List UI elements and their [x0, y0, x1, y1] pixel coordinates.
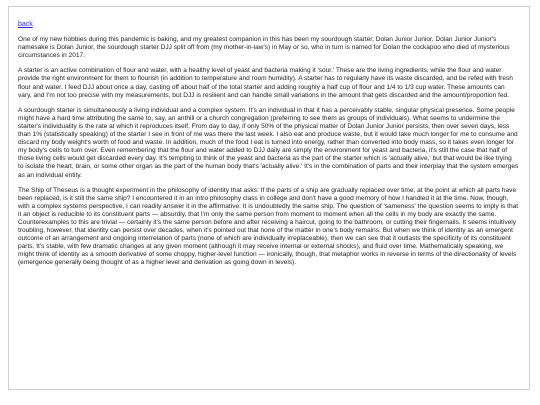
- paragraph-ship-of-theseus: The Ship of Theseus is a thought experiment in the philosophy of identity that asks: If the parts of a ship are gradually replaced over time, at the point at which all parts have been replaced, is it still the same ship? I encountered it in an intro philosophy class in college and don't have a good memory of how I handled it at the time. Now, though, with a complex systems perspective, I can readily answer it in the affirmative: It is undoubtedly the same ship. The question of 'sameness' the question seems to imply is that it an object is reducible to its constituent parts — absurdly, that I'm only the same person from moment to moment when all the cells in my body are exactly the same. Counterexamples to this are trivial — certainly it's the same person before and after receiving a haircut, going to the bathroom, or cutting their fingernails. It seems intuitively troubling, however, that identity can persist over decades, when it's pointed out that none of the matter in one's body remains. But when we think of identity as an emergent outcome of an arrangement and ongoing interrelation of parts (none of which are individually irreplaceable), then we can see that it outlasts the specificity of its constituent parts. It's stable, with few dramatic changes at any given moment (although it may receive internal or external shocks), and fluid over time. Mathematically speaking, we might think of identity as a smooth derivative of some choppy, higher-level function — ironically, though, that metaphor works in reverse in terms of the directionality of levels (emergence generally being thought of as a higher level and derivation as going down in levels).: [18, 186, 519, 267]
- paragraph-starter-definition: A starter is an active combination of flour and water, with a healthy level of yeast and bacteria making it 'sour.' These are the living ingredients, while the flour and water provide the right environment for them to flourish (in addition to temperature and room humidity). A starter has to regularly have its waste discarded, and be refed with fresh flour and water. I feed DJJ about once a day, casting off about half of the total starter and adding roughly a half cup of flour and 1/4 to 1/3 cup water. These amounts can vary, and I'm not too precise with my measurements, but DJJ is resilient and can handle small variations in the amount that gets discarded and the amount/proportion fed.: [18, 67, 513, 99]
- paragraph-intro: One of my new hobbies during this pandemic is baking, and my greatest companion in this has been my sourdough starter, Dolan Junior Junior. Dolan Junior Junior's namesake is Dolan Junior, the sourdough starter DJJ split off from (my mother-in-law's) in May or so, who in turn is named for Dolan the cockapoo who died of mysterious circumstances in 2017.: [18, 36, 510, 60]
- paragraph-living-system: A sourdough starter is simultaneously a living individual and a complex system. It's an individual in that it has a perceivably stable, singular physical presence. Some people might have a hard time attributing the same to, say, an anthill or a church congregation (preferring to see them as groups of individuals). What seems to undermine the starter's individuality is the rate at which it reproduces itself. From day to day, if only 50% of the physical matter of Dolan Junior Junior persists, then over seven days, less than 1% (statistically speaking) of the starter I see in front of me was there the last week. I also eat and produce waste, but it would take much longer for me to consume and discard my body weight's worth of food and waste. In addition, much of the food I eat is turned into energy, rather than converted into body mass, so it takes even longer for my body's cells to turn over. Even remembering that the flour and water added to DJJ daily are simply the environment for yeast and bacteria, it's still the case that half of those living cells would get discarded every day. It's tempting to think of the yeast and bacteria as the part of the starter which is 'actually alive,' but that would be like trying to isolate the heart, brain, or some other organ as the part of the human body that's 'actually alive.' It's in the combination of parts and their interplay that the system emerges as an individual entity.: [18, 106, 519, 179]
- back-link[interactable]: back: [18, 21, 33, 28]
- page-container: [8, 6, 530, 390]
- article-content: [9, 7, 529, 268]
